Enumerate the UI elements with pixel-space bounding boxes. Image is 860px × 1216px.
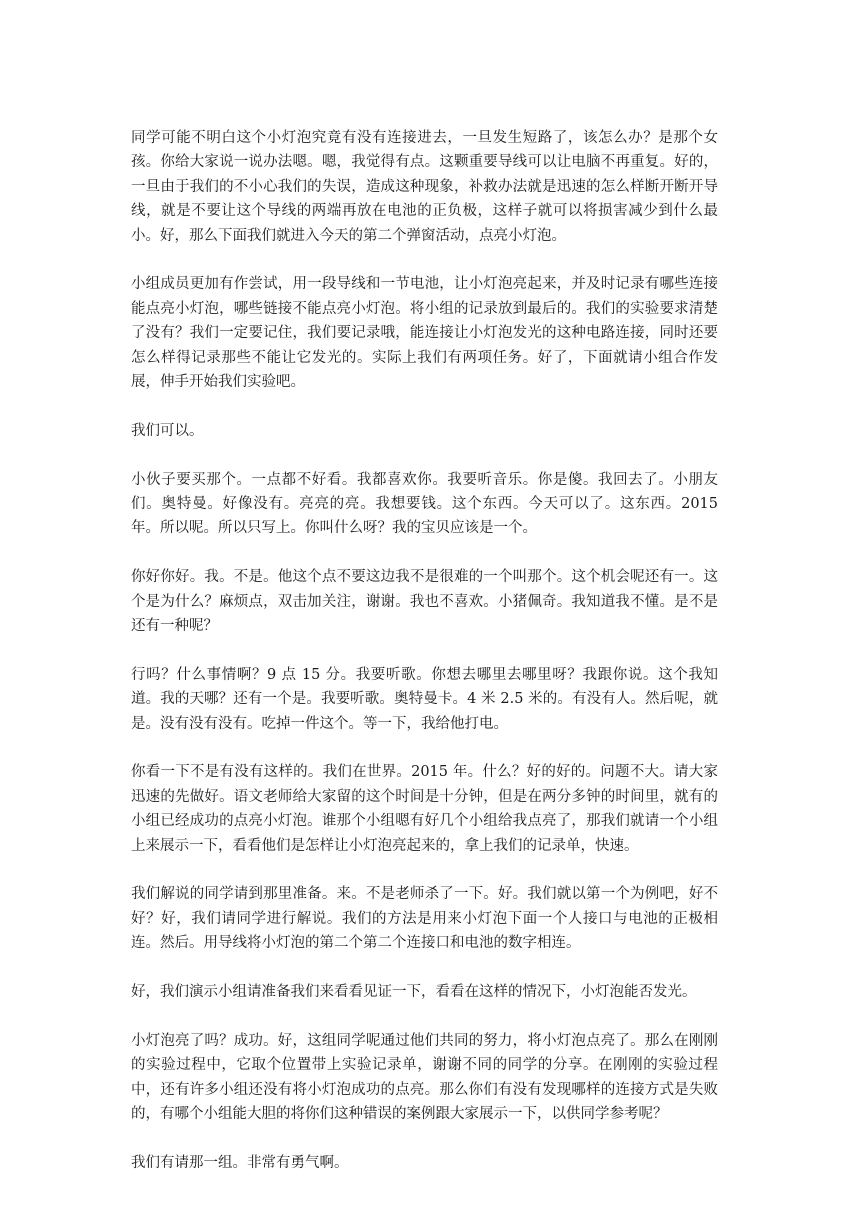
paragraph: 我们解说的同学请到那里准备。来。不是老师杀了一下。好。我们就以第一个为例吧，好不好？好，我们请同学进行解说。我们的方法是用来小灯泡下面一个人接口与电池的正极相连。然后。用导线将小灯泡的第二个第二个连接口和电池的数字相连。 (131, 886, 718, 952)
paragraph: 小伙子要买那个。一点都不好看。我都喜欢你。我要听音乐。你是傻。我回去了。小朋友们。奥特曼。好像没有。亮亮的亮。我想要钱。这个东西。今天可以了。这东西。2015 年。所以呢。所以只写上。你叫什么呀？我的宝贝应该是一个。 (131, 471, 718, 537)
paragraph: 我们有请那一组。非常有勇气啊。 (131, 1154, 349, 1171)
document-body (131, 126, 718, 1200)
paragraph: 小组成员更加有作尝试，用一段导线和一节电池，让小灯泡亮起来，并及时记录有哪些连接能点亮小灯泡，哪些链接不能点亮小灯泡。将小组的记录放到最后的。我们的实验要求清楚了没有？我们一定要记住，我们要记录哦，能连接让小灯泡发光的这种电路连接，同时还要怎么样得记录那些不能让它发光的。实际上我们有两项任务。好了，下面就请小组合作发展，伸手开始我们实验吧。 (131, 276, 718, 391)
paragraph: 同学可能不明白这个小灯泡究竟有没有连接进去，一旦发生短路了，该怎么办？是那个女孩。你给大家说一说办法嗯。嗯，我觉得有点。这颗重要导线可以让电脑不再重复。好的，一旦由于我们的不小心我们的失误，造成这种现象，补救办法就是迅速的怎么样断开断开导线，就是不要让这个导线的两端再放在电池的正负极，这样子就可以将损害减少到什么最小。好，那么下面我们就进入今天的第二个弹窗活动，点亮小灯泡。 (131, 130, 718, 244)
paragraph: 你看一下不是有没有这样的。我们在世界。2015 年。什么？好的好的。问题不大。请大家迅速的先做好。语文老师给大家留的这个时间是十分钟，但是在两分多钟的时间里，就有的小组已经成功的点亮小灯泡。谁那个小组嗯有好几个小组给我点亮了，那我们就请一个小组上来展示一下，看看他们是怎样让小灯泡亮起来的，拿上我们的记录单，快速。 (131, 764, 718, 854)
paragraph: 我们可以。 (131, 422, 204, 439)
paragraph: 你好你好。我。不是。他这个点不要这边我不是很难的一个叫那个。这个机会呢还有一。这个是为什么？麻烦点，双击加关注，谢谢。我也不喜欢。小猪佩奇。我知道我不懂。是不是还有一种呢？ (131, 569, 718, 635)
paragraph: 小灯泡亮了吗？成功。好，这组同学呢通过他们共同的努力，将小灯泡点亮了。那么在刚刚的实验过程中，它取个位置带上实验记录单，谢谢不同的同学的分享。在刚刚的实验过程中，还有许多小组还没有将小灯泡成功的点亮。那么你们有没有发现哪样的连接方式是失败的，有哪个小组能大胆的将你们这种错误的案例跟大家展示一下，以供同学参考呢？ (131, 1032, 718, 1123)
paragraph: 好，我们演示小组请准备我们来看看见证一下，看看在这样的情况下，小灯泡能否发光。 (131, 984, 697, 1001)
paragraph: 行吗？什么事情啊？9 点 15 分。我要听歌。你想去哪里去哪里呀？我跟你说。这个我知道。我的天哪？还有一个是。我要听歌。奥特曼卡。4 米 2.5 米的。有没有人。然后呢，就是。没有没有没有。吃掉一件这个。等一下，我给他打电。 (131, 666, 718, 732)
